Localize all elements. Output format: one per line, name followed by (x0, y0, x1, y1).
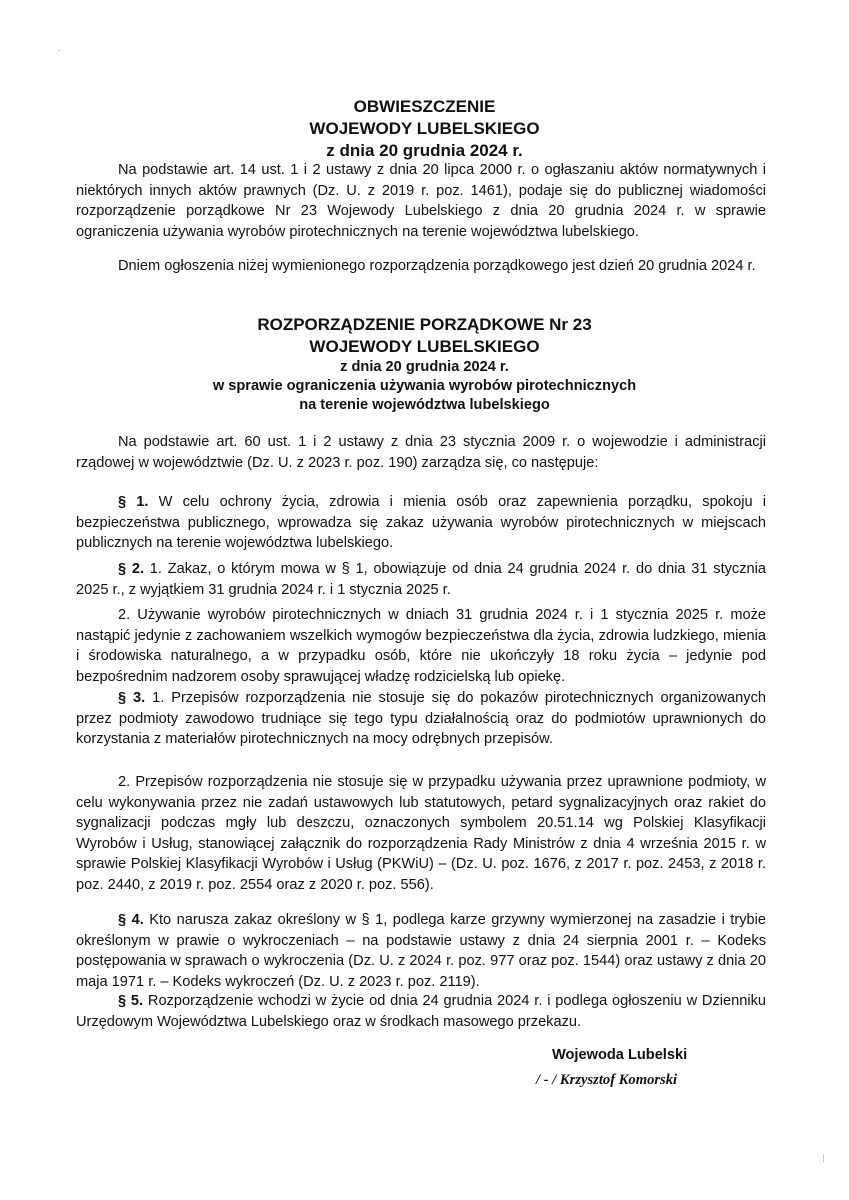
notice-title-line: z dnia 20 grudnia 2024 r. (326, 141, 523, 160)
section-sign: § 1. (118, 494, 149, 510)
section-1 (76, 492, 766, 554)
section-2-point-2 (76, 605, 766, 687)
notice-title-line: WOJEWODY LUBELSKIEGO (309, 119, 540, 138)
notice-paragraph-1 (76, 160, 766, 242)
section-3-point-1 (76, 688, 766, 750)
notice-title-line: OBWIESZCZENIE (353, 97, 496, 116)
section-sign: § 5. (118, 993, 144, 1009)
notice-title (0, 96, 849, 162)
regulation-title-line: w sprawie ograniczenia używania wyrobów pirotechnicznych (212, 378, 637, 394)
regulation-title-line: z dnia 20 grudnia 2024 r. (340, 359, 509, 375)
section-3-point-2 (76, 772, 766, 896)
section-2-point-1 (76, 559, 766, 600)
section-text: Kto narusza zakaz określony w § 1, podlega karze grzywny wymierzonej na zasadzie i trybie określonym w prawie o wykroczeniach – na podstawie ustawy z dnia 24 sierpnia 2001 r. – Kodeks postępowania w sprawach o wykroczenia (Dz. U. z 2024 r. poz. 977 oraz poz. 1544) oraz ustawy z dnia 20 maja 1971 r. – Kodeks wykroczeń (Dz. U. z 2023 r. poz. 2119). (76, 912, 766, 990)
scan-speck (58, 50, 60, 51)
regulation-title-line: na terenie województwa lubelskiego (299, 397, 550, 413)
section-text: 1. Przepisów rozporządzenia nie stosuje się do pokazów pirotechnicznych organizowanych przez podmioty zawodowo trudniące się tego typu działalnością oraz do podmiotów uprawnionych do korzystania z materiałów pirotechnicznych na mocy odrębnych przepisów. (76, 690, 766, 748)
section-4 (76, 910, 766, 992)
section-text: 2. Używanie wyrobów pirotechnicznych w dniach 31 grudnia 2024 r. i 1 stycznia 2025 r. może nastąpić jedynie z zachowaniem wszelkich wymogów bezpieczeństwa dla życia, zdrowia ludzkiego, mienia i środowiska naturalnego, a w przypadku osób, które nie ukończyły 18 roku życia – jedynie pod bezpośrednim nadzorem osoby sprawującej władzę rodzicielską lub opiekę. (76, 607, 766, 685)
scan-speck (823, 1154, 824, 1162)
signature-title: Wojewoda Lubelski (552, 1047, 688, 1063)
regulation-title-line: ROZPORZĄDZENIE PORZĄDKOWE Nr 23 (257, 315, 592, 334)
notice-paragraph-text: Dniem ogłoszenia niżej wymienionego rozporządzenia porządkowego jest dzień 20 grudnia 2024 r. (118, 258, 756, 274)
section-text: 2. Przepisów rozporządzenia nie stosuje się w przypadku używania przez uprawnione podmioty, w celu wykonywania przez nie zadań ustawowych lub statutowych, petard sygnalizacyjnych oraz rakiet do sygnalizacji podczas mgły lub deszczu, oznaczonych symbolem 20.51.14 wg Polskiej Klasyfikacji Wyrobów i Usług, stanowiącej załącznik do rozporządzenia Rady Ministrów z dnia 4 września 2015 r. w sprawie Polskiej Klasyfikacji Wyrobów i Usług (PKWiU) – (Dz. U. poz. 1676, z 2017 r. poz. 2453, z 2018 r. poz. 2440, z 2019 r. poz. 2554 oraz z 2020 r. poz. 556). (76, 774, 766, 893)
preamble-text: Na podstawie art. 60 ust. 1 i 2 ustawy z dnia 23 stycznia 2009 r. o wojewodzie i administracji rządowej w województwie (Dz. U. z 2023 r. poz. 190) zarządza się, co następuje: (76, 434, 766, 471)
notice-paragraph-2 (76, 256, 766, 277)
section-sign: § 4. (118, 912, 144, 928)
section-5 (76, 991, 766, 1032)
signature-line: / - / Krzysztof Komorski (536, 1072, 678, 1088)
regulation-preamble (76, 432, 766, 473)
section-sign: § 3. (118, 690, 146, 706)
section-text: 1. Zakaz, o którym mowa w § 1, obowiązuje od dnia 24 grudnia 2024 r. do dnia 31 stycznia 2025 r., z wyjątkiem 31 grudnia 2024 r. i 1 stycznia 2025 r. (76, 561, 766, 598)
section-sign: § 2. (118, 561, 145, 577)
section-text: Rozporządzenie wchodzi w życie od dnia 24 grudnia 2024 r. i podlega ogłoszeniu w Dzienniku Urzędowym Województwa Lubelskiego oraz w środkach masowego przekazu. (76, 993, 767, 1030)
notice-paragraph-text: Na podstawie art. 14 ust. 1 i 2 ustawy z dnia 20 lipca 2000 r. o ogłaszaniu aktów normatywnych i niektórych innych aktów prawnych (Dz. U. z 2019 r. poz. 1461), podaje się do publicznej wiadomości rozporządzenie porządkowe Nr 23 Wojewody Lubelskiego z dnia 20 grudnia 2024 r. w sprawie ograniczenia używania wyrobów pirotechnicznych na terenie województwa lubelskiego. (76, 162, 766, 240)
regulation-title-line: WOJEWODY LUBELSKIEGO (309, 337, 540, 356)
regulation-title (0, 314, 849, 415)
section-text: W celu ochrony życia, zdrowia i mienia osób oraz zapewnienia porządku, spokoju i bezpieczeństwa publicznego, wprowadza się zakaz używania wyrobów pirotechnicznych w miejscach publicznych na terenie województwa lubelskiego. (76, 494, 767, 552)
